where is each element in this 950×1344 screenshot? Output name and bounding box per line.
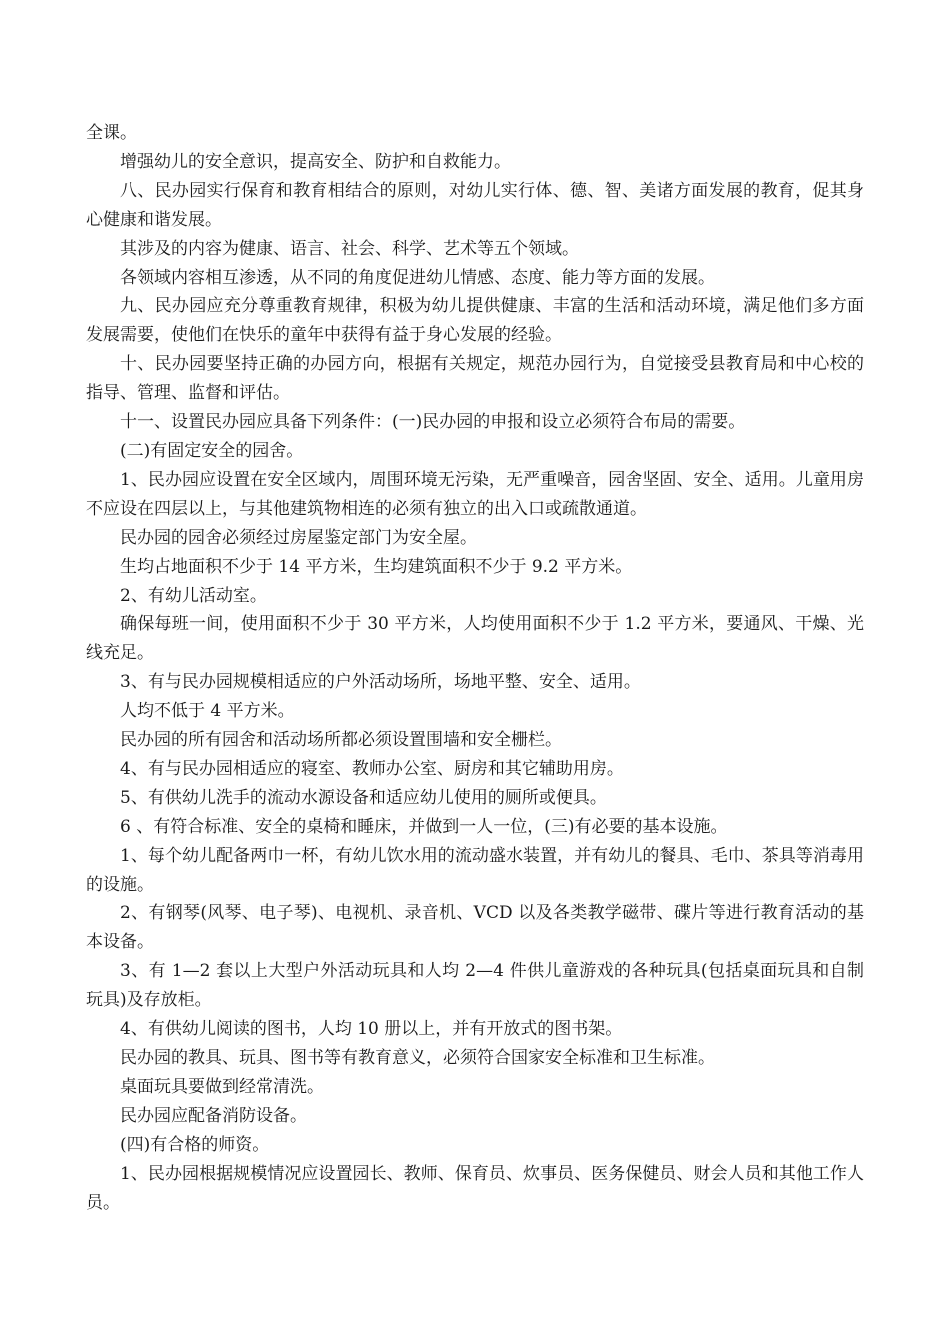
paragraph: 民办园应配备消防设备。 [120, 1105, 307, 1126]
paragraph: 十、民办园要坚持正确的办园方向，根据有关规定，规范办园行为，自觉接受县教育局和中心校的指导、管理、监督和评估。 [86, 354, 864, 404]
paragraph: 民办园的所有园舍和活动场所都必须设置围墙和安全栅栏。 [120, 730, 562, 751]
paragraph: 2、有钢琴(风琴、电子琴)、电视机、录音机、VCD 以及各类教学磁带、碟片等进行教育活动的基本设备。 [86, 903, 864, 953]
paragraph: 人均不低于 4 平方米。 [120, 701, 295, 722]
paragraph: 1、民办园应设置在安全区域内，周围环境无污染，无严重噪音，园舍坚固、安全、适用。儿童用房不应设在四层以上，与其他建筑物相连的必须有独立的出入口或疏散通道。 [86, 469, 864, 519]
paragraph: 桌面玩具要做到经常清洗。 [120, 1076, 324, 1097]
paragraph: 5、有供幼儿洗手的流动水源设备和适应幼儿使用的厕所或便具。 [120, 787, 607, 808]
paragraph: 4、有与民办园相适应的寝室、教师办公室、厨房和其它辅助用房。 [120, 758, 624, 779]
paragraph: 全课。 [86, 123, 137, 143]
paragraph: 1、每个幼儿配备两巾一杯，有幼儿饮水用的流动盛水装置，并有幼儿的餐具、毛巾、茶具等消毒用的设施。 [86, 845, 864, 895]
paragraph: (四)有合格的师资。 [120, 1134, 270, 1155]
document-body [86, 119, 864, 1217]
paragraph: 3、有与民办园规模相适应的户外活动场所，场地平整、安全、适用。 [120, 672, 641, 693]
paragraph: 3、有 1—2 套以上大型户外活动玩具和人均 2—4 件供儿童游戏的各种玩具(包括桌面玩具和自制玩具)及存放柜。 [86, 961, 864, 1011]
paragraph: 十一、设置民办园应具备下列条件：(一)民办园的申报和设立必须符合布局的需要。 [120, 412, 746, 433]
paragraph: 6 、有符合标准、安全的桌椅和睡床，并做到一人一位，(三)有必要的基本设施。 [120, 816, 728, 837]
paragraph: 九、民办园应充分尊重教育规律，积极为幼儿提供健康、丰富的生活和活动环境，满足他们多方面发展需要，使他们在快乐的童年中获得有益于身心发展的经验。 [86, 296, 864, 346]
paragraph: 增强幼儿的安全意识，提高安全、防护和自救能力。 [120, 151, 511, 172]
paragraph: 民办园的园舍必须经过房屋鉴定部门为安全屋。 [120, 527, 477, 548]
paragraph: 确保每班一间，使用面积不少于 30 平方米，人均使用面积不少于 1.2 平方米，要通风、干燥、光线充足。 [86, 614, 864, 664]
paragraph: (二)有固定安全的园舍。 [120, 440, 304, 461]
paragraph: 其涉及的内容为健康、语言、社会、科学、艺术等五个领域。 [120, 238, 579, 259]
paragraph: 各领域内容相互渗透，从不同的角度促进幼儿情感、态度、能力等方面的发展。 [120, 267, 715, 288]
paragraph: 1、民办园根据规模情况应设置园长、教师、保育员、炊事员、医务保健员、财会人员和其他工作人员。 [86, 1163, 864, 1213]
paragraph: 生均占地面积不少于 14 平方米，生均建筑面积不少于 9.2 平方米。 [120, 556, 633, 577]
paragraph: 八、民办园实行保育和教育相结合的原则，对幼儿实行体、德、智、美诸方面发展的教育，促其身心健康和谐发展。 [86, 180, 864, 230]
paragraph: 4、有供幼儿阅读的图书，人均 10 册以上，并有开放式的图书架。 [120, 1019, 623, 1040]
paragraph: 2、有幼儿活动室。 [120, 585, 267, 606]
paragraph: 民办园的教具、玩具、图书等有教育意义，必须符合国家安全标准和卫生标准。 [120, 1048, 715, 1068]
